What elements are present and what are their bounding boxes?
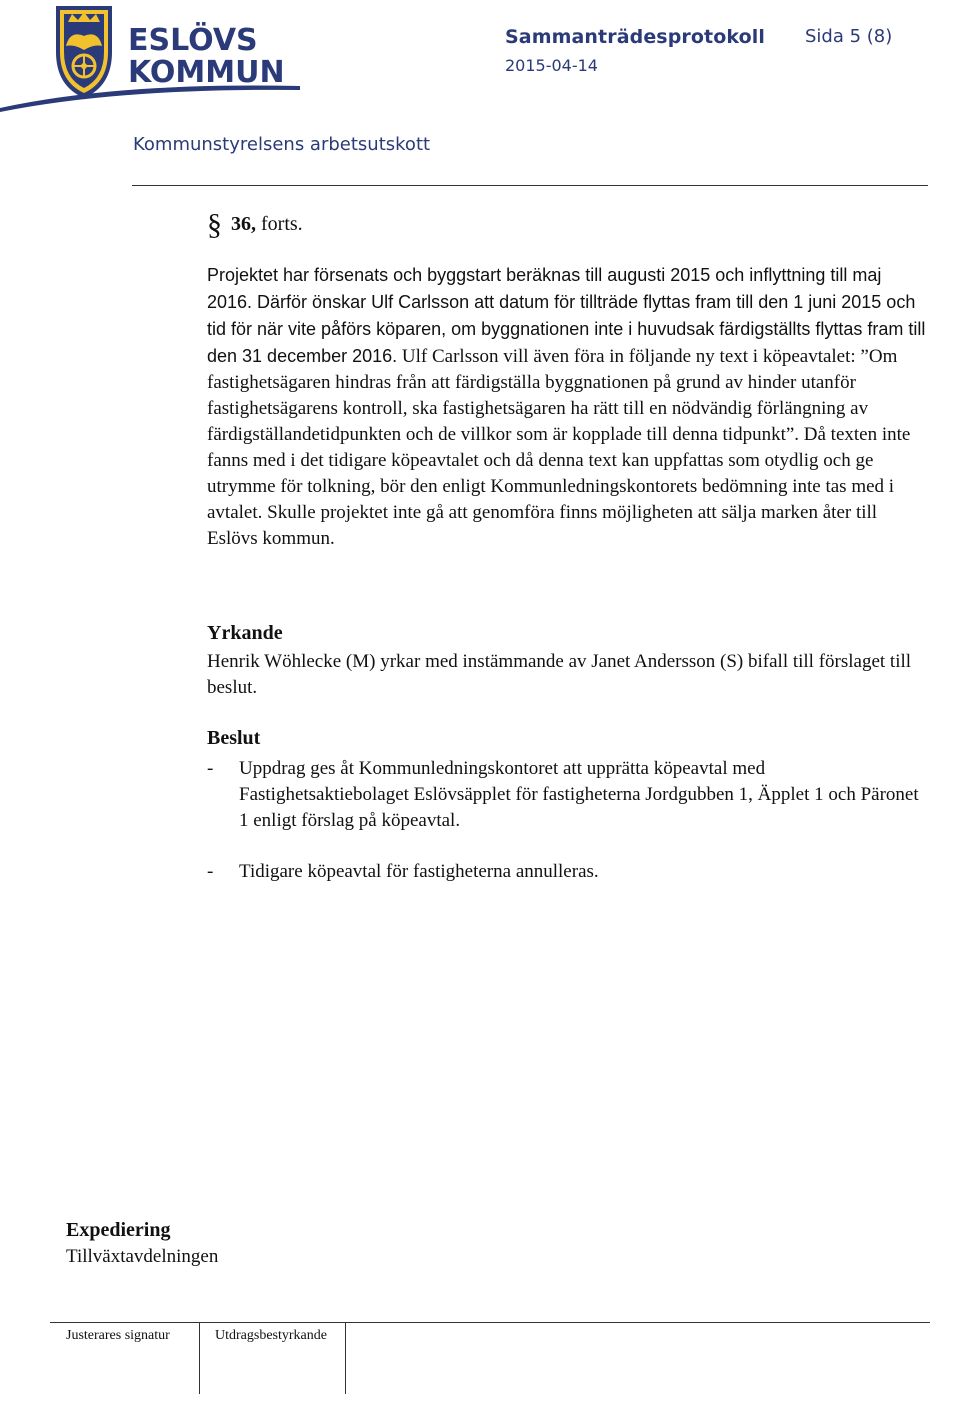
coat-of-arms-icon	[0, 0, 300, 112]
footer-column-divider	[345, 1322, 346, 1394]
expediering-heading: Expediering	[66, 1219, 171, 1241]
section-suffix: forts.	[261, 213, 303, 235]
list-dash: -	[207, 758, 214, 779]
svg-text:ESLÖVS: ESLÖVS	[128, 23, 258, 58]
page-number: Sida 5 (8)	[805, 26, 893, 47]
eslov-kommun-logo	[0, 0, 300, 112]
yrkande-text: Henrik Wöhlecke (M) yrkar med instämmande av Janet Andersson (S) bifall till förslaget till beslut.	[207, 651, 912, 698]
svg-text:KOMMUN: KOMMUN	[128, 55, 285, 90]
expediering-recipient: Tillväxtavdelningen	[66, 1246, 219, 1267]
extract-certification-label: Utdragsbestyrkande	[215, 1328, 327, 1343]
paragraph-sans-part: Projektet har försenats och byggstart beräknas till augusti 2015 och inflyttning till maj 2016. Därför önskar Ulf Carlsson att datum för tillträde flyttas fram till den 1 juni 2015 och tid för när vite påförs köparen, om byggnationen inte i huvudsak färdigställts flyttas fram till den 31 december 2016.	[207, 265, 926, 366]
document-title: Sammanträdesprotokoll	[505, 26, 765, 48]
beslut-item	[207, 859, 927, 885]
signature-label: Justerares signatur	[66, 1328, 170, 1343]
paragraph-symbol: §	[207, 208, 222, 241]
section-heading	[207, 208, 303, 242]
list-dash: -	[207, 861, 214, 882]
footer-column-divider	[199, 1322, 200, 1394]
beslut-item-text: Uppdrag ges åt Kommunledningskontoret att upprätta köpeavtal med Fastighetsaktiebolaget Eslövsäpplet för fastigheterna Jordgubben 1, Äpplet 1 och Päronet 1 enligt förslag på köpeavtal.	[239, 758, 919, 831]
committee-name: Kommunstyrelsens arbetsutskott	[133, 134, 431, 155]
meeting-date: 2015-04-14	[505, 56, 598, 75]
yrkande-heading: Yrkande	[207, 622, 283, 644]
footer-divider	[50, 1322, 930, 1323]
beslut-item-text: Tidigare köpeavtal för fastigheterna annulleras.	[239, 861, 599, 882]
section-number: 36,	[231, 213, 256, 235]
header-divider	[132, 185, 928, 186]
beslut-item	[207, 756, 927, 834]
beslut-heading: Beslut	[207, 727, 261, 749]
paragraph-serif-part: Ulf Carlsson vill även föra in följande ny text i köpeavtalet: ”Om fastighetsägaren hindras från att färdigställa byggnationen på grund av hinder utanför fastighetsägarens kontroll, ska fastighetsägaren ha rätt till en nödvändig förlängning av färdigställandetidpunkten och de villkor som är kopplade till denna tidpunkt”. Då texten inte fanns med i det tidigare köpeavtalet och då denna text kan uppfattas som otydlig och ge utrymme för tolkning, bör den enligt Kommunledningskontorets bedömning inte tas med i avtalet. Skulle projektet inte gå att genomföra finns möjligheten att sälja marken åter till Eslövs kommun.	[207, 346, 911, 549]
body-paragraph	[207, 262, 927, 552]
